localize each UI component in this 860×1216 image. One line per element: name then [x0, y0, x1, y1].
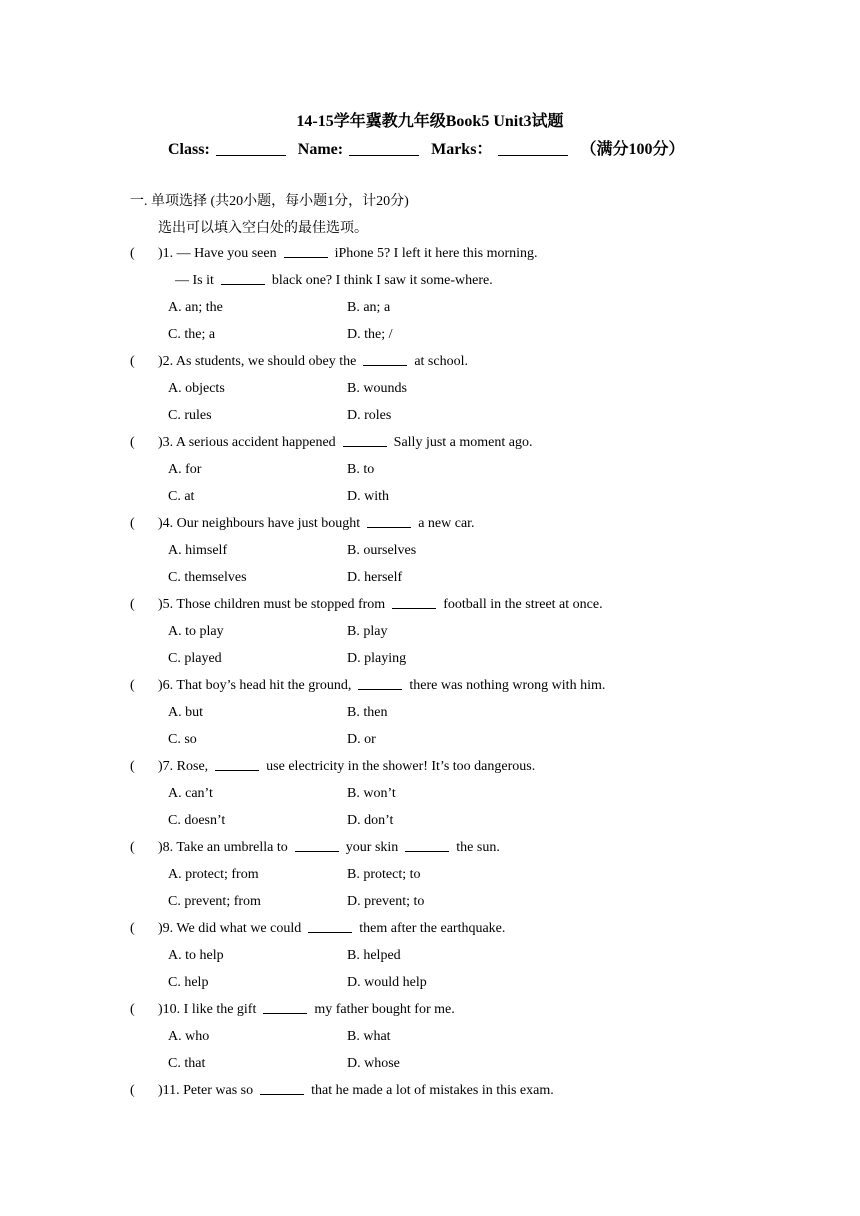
question-text: )8. Take an umbrella to your skin the sun.	[158, 840, 500, 855]
question-text: )7. Rose, use electricity in the shower! It’s too dangerous.	[158, 759, 536, 774]
question-text: )10. I like the gift my father bought for me.	[158, 1002, 455, 1017]
option-a: A. an; the	[168, 300, 223, 315]
answer-blank	[363, 365, 407, 366]
option-c: C. played	[168, 651, 222, 666]
option-a: A. can’t	[168, 786, 213, 801]
answer-blank	[343, 446, 387, 447]
name-blank[interactable]	[349, 155, 419, 156]
option-c: C. at	[168, 489, 195, 504]
option-c: C. help	[168, 975, 209, 990]
marks-label: Marks：	[431, 141, 493, 158]
answer-blank	[367, 527, 411, 528]
option-b: B. helped	[347, 948, 401, 963]
answer-paren[interactable]: (	[130, 516, 135, 531]
option-d: D. roles	[347, 408, 392, 423]
option-a: A. for	[168, 462, 202, 477]
marks-blank[interactable]	[498, 155, 568, 156]
answer-blank	[405, 851, 449, 852]
option-a: A. but	[168, 705, 203, 720]
answer-paren[interactable]: (	[130, 840, 135, 855]
question-text: )11. Peter was so that he made a lot of mistakes in this exam.	[158, 1083, 554, 1098]
question-text: )4. Our neighbours have just bought a new car.	[158, 516, 475, 531]
question-text: )5. Those children must be stopped from football in the street at once.	[158, 597, 603, 612]
full-score: （满分100分）	[580, 141, 685, 158]
question-text: )9. We did what we could them after the earthquake.	[158, 921, 506, 936]
answer-blank	[215, 770, 259, 771]
option-c: C. that	[168, 1056, 206, 1071]
page-title: 14-15学年冀教九年级Book5 Unit3试题	[296, 113, 564, 130]
option-b: B. wounds	[347, 381, 407, 396]
answer-blank	[221, 284, 265, 285]
answer-paren[interactable]: (	[130, 246, 135, 261]
answer-blank	[308, 932, 352, 933]
answer-paren[interactable]: (	[130, 921, 135, 936]
class-blank[interactable]	[216, 155, 286, 156]
option-a: A. who	[168, 1029, 210, 1044]
student-info-line	[168, 136, 684, 159]
option-d: D. with	[347, 489, 389, 504]
option-c: C. the; a	[168, 327, 216, 342]
class-label: Class:	[168, 141, 210, 158]
answer-blank	[358, 689, 402, 690]
option-b: B. won’t	[347, 786, 396, 801]
answer-paren[interactable]: (	[130, 759, 135, 774]
answer-paren[interactable]: (	[130, 1083, 135, 1098]
option-b: B. what	[347, 1029, 391, 1044]
option-a: A. to help	[168, 948, 224, 963]
answer-paren[interactable]: (	[130, 354, 135, 369]
option-a: A. objects	[168, 381, 225, 396]
answer-blank	[284, 257, 328, 258]
option-c: C. rules	[168, 408, 212, 423]
option-c: C. prevent; from	[168, 894, 261, 909]
question-text: )6. That boy’s head hit the ground, there was nothing wrong with him.	[158, 678, 606, 693]
answer-blank	[295, 851, 339, 852]
option-b: B. then	[347, 705, 388, 720]
section-heading: 一. 单项选择 (共20小题，每小题1分，计20分)	[130, 194, 409, 209]
option-a: A. himself	[168, 543, 228, 558]
answer-blank	[263, 1013, 307, 1014]
option-d: D. or	[347, 732, 376, 747]
section-instruction: 选出可以填入空白处的最佳选项。	[158, 221, 368, 236]
answer-paren[interactable]: (	[130, 678, 135, 693]
option-d: D. would help	[347, 975, 427, 990]
option-a: A. protect; from	[168, 867, 259, 882]
question-text: )1. — Have you seen iPhone 5? I left it here this morning.	[158, 246, 538, 261]
option-d: D. the; /	[347, 327, 393, 342]
question-text: )2. As students, we should obey the at school.	[158, 354, 468, 369]
option-b: B. an; a	[347, 300, 391, 315]
option-b: B. play	[347, 624, 388, 639]
option-d: D. playing	[347, 651, 407, 666]
option-b: B. to	[347, 462, 375, 477]
option-c: C. doesn’t	[168, 813, 226, 828]
option-b: B. protect; to	[347, 867, 421, 882]
answer-paren[interactable]: (	[130, 597, 135, 612]
option-d: D. don’t	[347, 813, 394, 828]
option-b: B. ourselves	[347, 543, 417, 558]
answer-blank	[260, 1094, 304, 1095]
question-text: — Is it black one? I think I saw it some-where.	[175, 273, 493, 288]
option-d: D. prevent; to	[347, 894, 425, 909]
name-label: Name:	[297, 141, 344, 158]
answer-paren[interactable]: (	[130, 1002, 135, 1017]
option-d: D. whose	[347, 1056, 400, 1071]
question-text: )3. A serious accident happened Sally just a moment ago.	[158, 435, 533, 450]
option-c: C. so	[168, 732, 197, 747]
answer-blank	[392, 608, 436, 609]
option-a: A. to play	[168, 624, 224, 639]
answer-paren[interactable]: (	[130, 435, 135, 450]
option-d: D. herself	[347, 570, 403, 585]
option-c: C. themselves	[168, 570, 247, 585]
